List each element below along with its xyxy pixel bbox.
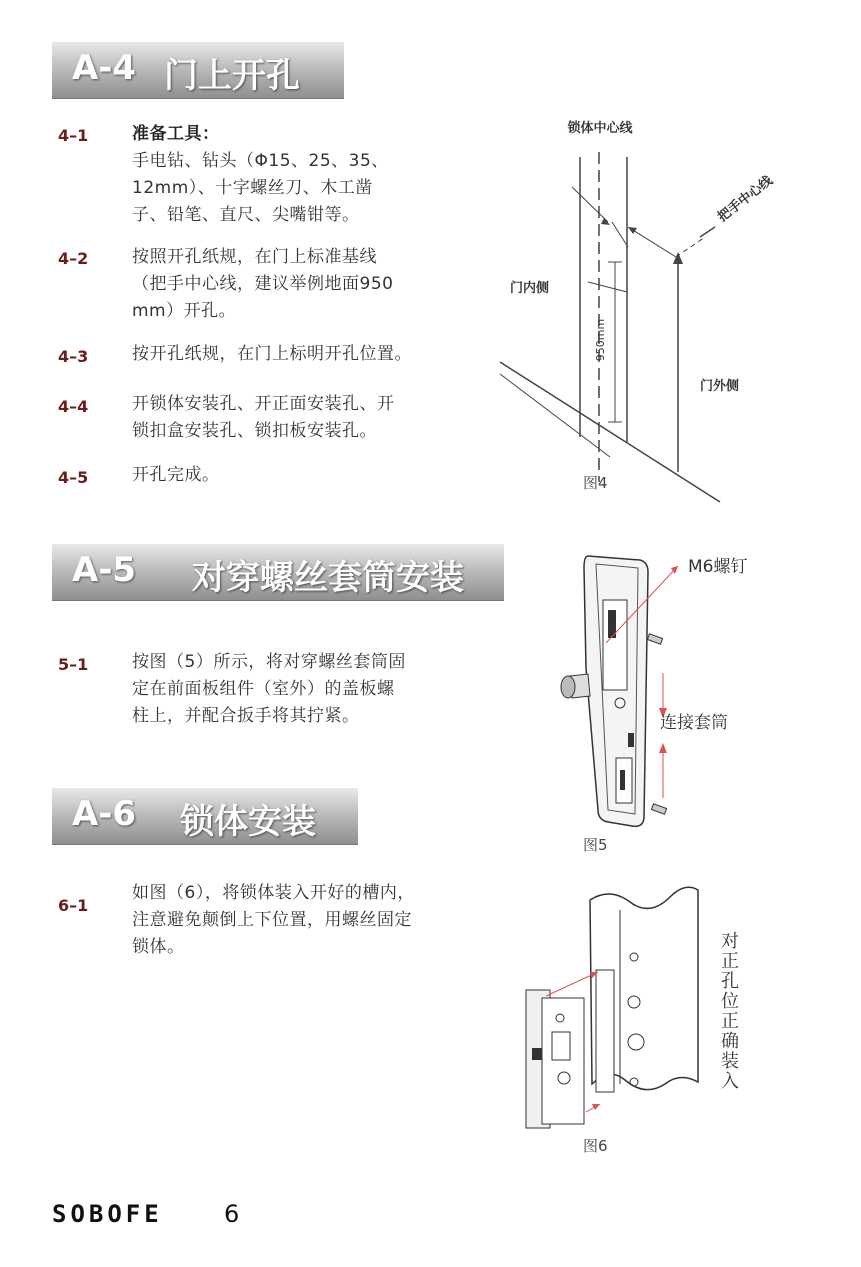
step-text-5-1 [132, 649, 406, 730]
step-line: 按图（5）所示，将对穿螺丝套筒固 [132, 652, 406, 672]
step-heading: 准备工具： [132, 124, 220, 144]
door-inside-label: 门内侧 [510, 281, 550, 296]
step-text-4-3 [132, 341, 412, 368]
screw-label: M6螺钉 [688, 557, 748, 577]
figure-6-caption: 图6 [583, 1137, 608, 1155]
step-number: 4–5 [58, 468, 89, 487]
section-code: A-6 [72, 794, 137, 834]
step-line: 按照开孔纸规，在门上标准基线 [132, 247, 377, 267]
step-text-4-5 [132, 462, 220, 489]
step-line: 开锁体安装孔、开正面安装孔、开 [132, 394, 395, 414]
step-text-6-1 [132, 880, 415, 961]
section-title: 锁体安装 [180, 802, 316, 842]
step-number: 4–3 [58, 347, 89, 366]
step-text-4-4 [132, 391, 395, 445]
page-number: 6 [224, 1200, 240, 1228]
step-line: （把手中心线，建议举例地面950 [132, 274, 394, 294]
step-number: 6–1 [58, 896, 89, 915]
step-line: 锁扣盒安装孔、锁扣板安装孔。 [132, 421, 377, 441]
section-header-a4 [52, 42, 344, 98]
lock-center-label: 锁体中心线 [567, 121, 633, 136]
section-code: A-4 [72, 48, 137, 88]
brand-logo: SOBOFE [52, 1200, 163, 1228]
step-line: 锁体。 [132, 937, 185, 957]
step-number: 4–4 [58, 397, 89, 416]
step-line: mm）开孔。 [132, 301, 237, 321]
figure-4-door-diagram [500, 112, 800, 507]
section-title: 对穿螺丝套筒安装 [192, 558, 464, 598]
step-line: 定在前面板组件（室外）的盖板螺 [132, 679, 395, 699]
step-line: 子、铅笔、直尺、尖嘴钳等。 [132, 205, 360, 225]
step-line: 柱上，并配合扳手将其拧紧。 [132, 706, 360, 726]
step-line: 如图（6），将锁体装入开好的槽内， [132, 883, 415, 903]
handle-center-label: 把手中心线 [715, 173, 776, 226]
step-line: 注意避免颠倒上下位置，用螺丝固定 [132, 910, 412, 930]
step-line: 开孔完成。 [132, 465, 220, 485]
alignment-note: 对正孔位正确装入 [721, 931, 739, 1092]
section-header-a5 [52, 544, 504, 600]
figure-5-caption: 图5 [583, 836, 608, 854]
figure-5-front-panel [548, 548, 788, 838]
section-code: A-5 [72, 550, 137, 590]
step-number: 5–1 [58, 655, 89, 674]
sleeve-label: 连接套筒 [660, 713, 728, 733]
door-outside-label: 门外侧 [700, 379, 740, 394]
section-header-a6 [52, 788, 358, 844]
step-line: 按开孔纸规，在门上标明开孔位置。 [132, 344, 412, 364]
step-text-4-2 [132, 244, 393, 325]
step-number: 4–1 [58, 126, 89, 145]
dimension-label: 950mm [594, 318, 607, 362]
step-line: 手电钻、钻头（Φ15、25、35、 [132, 151, 389, 171]
section-title: 门上开孔 [164, 56, 300, 96]
step-text-4-1 [132, 121, 389, 229]
figure-4-caption: 图4 [583, 474, 608, 492]
step-line: 12mm）、十字螺丝刀、木工凿 [132, 178, 373, 198]
step-number: 4–2 [58, 249, 89, 268]
figure-6-lock-install [520, 872, 720, 1134]
